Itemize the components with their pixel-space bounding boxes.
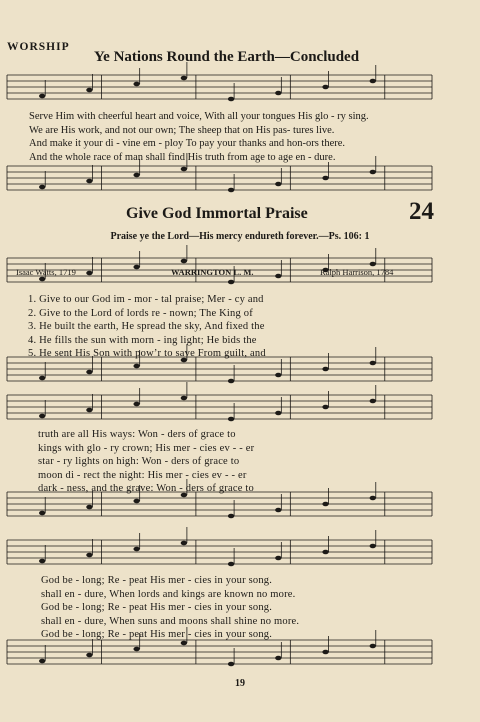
verse-line bbox=[41, 615, 426, 629]
lyric-line: Serve Him with cheerful heart and voice, With all your tongues His glo - ry sing. bbox=[29, 111, 369, 122]
composer-credit: Ralph Harrison, 1784 bbox=[320, 267, 394, 277]
author-credit: Isaac Watts, 1719 bbox=[16, 267, 76, 277]
verse-text: kings with glo - ry crown; His mer - cies ev - - er bbox=[38, 442, 255, 454]
verse-line bbox=[41, 601, 426, 615]
verse-line bbox=[41, 588, 426, 602]
verse-line bbox=[28, 307, 428, 321]
verse-line bbox=[28, 347, 428, 361]
previous-hymn-title: Ye Nations Round the Earth—Concluded bbox=[94, 49, 360, 65]
verse-line bbox=[41, 574, 426, 588]
verse-line bbox=[38, 455, 428, 469]
verse-text: 2. Give to the Lord of lords re - nown; The King of bbox=[28, 307, 253, 319]
verse-text: 1. Give to our God im - mor - tal praise; Mer - cy and bbox=[28, 294, 264, 305]
verse-text: 3. He built the earth, He spread the sky, And fixed the bbox=[28, 321, 265, 333]
verse-line bbox=[28, 334, 428, 348]
verse-line bbox=[38, 442, 428, 456]
lyric-line: We are His work, and not our own; The sheep that on His pas- tures live. bbox=[29, 124, 335, 136]
hymn-number: 24 bbox=[409, 198, 434, 225]
tune-name: WARRINGTON L. M. bbox=[171, 267, 254, 277]
section-heading: WORSHIP bbox=[7, 41, 70, 53]
lyrics-table bbox=[28, 293, 428, 361]
lyric-line: And the whole race of man shall find His truth from age to age en - dure. bbox=[29, 151, 336, 163]
verse-line bbox=[38, 428, 428, 442]
verse-text: moon di - rect the night: His mer - cies ev - - er bbox=[38, 469, 247, 481]
lyric-line: And make it your di - vine em - ploy To pay your thanks and hon-ors there. bbox=[29, 138, 346, 149]
verse-line bbox=[28, 320, 428, 334]
verse-text: God be - long; Re - peat His mer - cies in your song. bbox=[41, 602, 273, 614]
verse-text: God be - long; Re - peat His mer - cies in your song. bbox=[41, 575, 273, 586]
verse-text: 4. He fills the sun with morn - ing light; He bids the bbox=[28, 334, 257, 346]
page-number: 19 bbox=[235, 678, 245, 689]
verse-line bbox=[38, 482, 428, 496]
hymn-title: Give God Immortal Praise bbox=[126, 205, 308, 222]
verse-line bbox=[28, 293, 428, 307]
verse-text: shall en - dure, When lords and kings are known no more. bbox=[41, 588, 296, 600]
lyrics-table bbox=[41, 574, 426, 642]
previous-hymn-lyrics bbox=[29, 110, 369, 164]
verse-text: 5. He sent His Son with pow’r to save From guilt, and bbox=[28, 348, 266, 360]
verse-text: shall en - dure, When suns and moons shall shine no more. bbox=[41, 615, 300, 627]
verse-line bbox=[41, 628, 426, 642]
verse-text: dark - ness, and the grave: Won - ders of grace to bbox=[38, 483, 254, 495]
verse-text: star - ry lights on high: Won - ders of grace to bbox=[38, 456, 240, 468]
verse-text: God be - long; Re - peat His mer - cies in your song. bbox=[41, 629, 273, 641]
verse-line bbox=[38, 469, 428, 483]
scripture-reference: Praise ye the Lord—His mercy endureth forever.—Ps. 106: 1 bbox=[110, 231, 370, 242]
lyrics-table bbox=[38, 428, 428, 496]
verse-text: truth are all His ways: Won - ders of grace to bbox=[38, 429, 236, 440]
